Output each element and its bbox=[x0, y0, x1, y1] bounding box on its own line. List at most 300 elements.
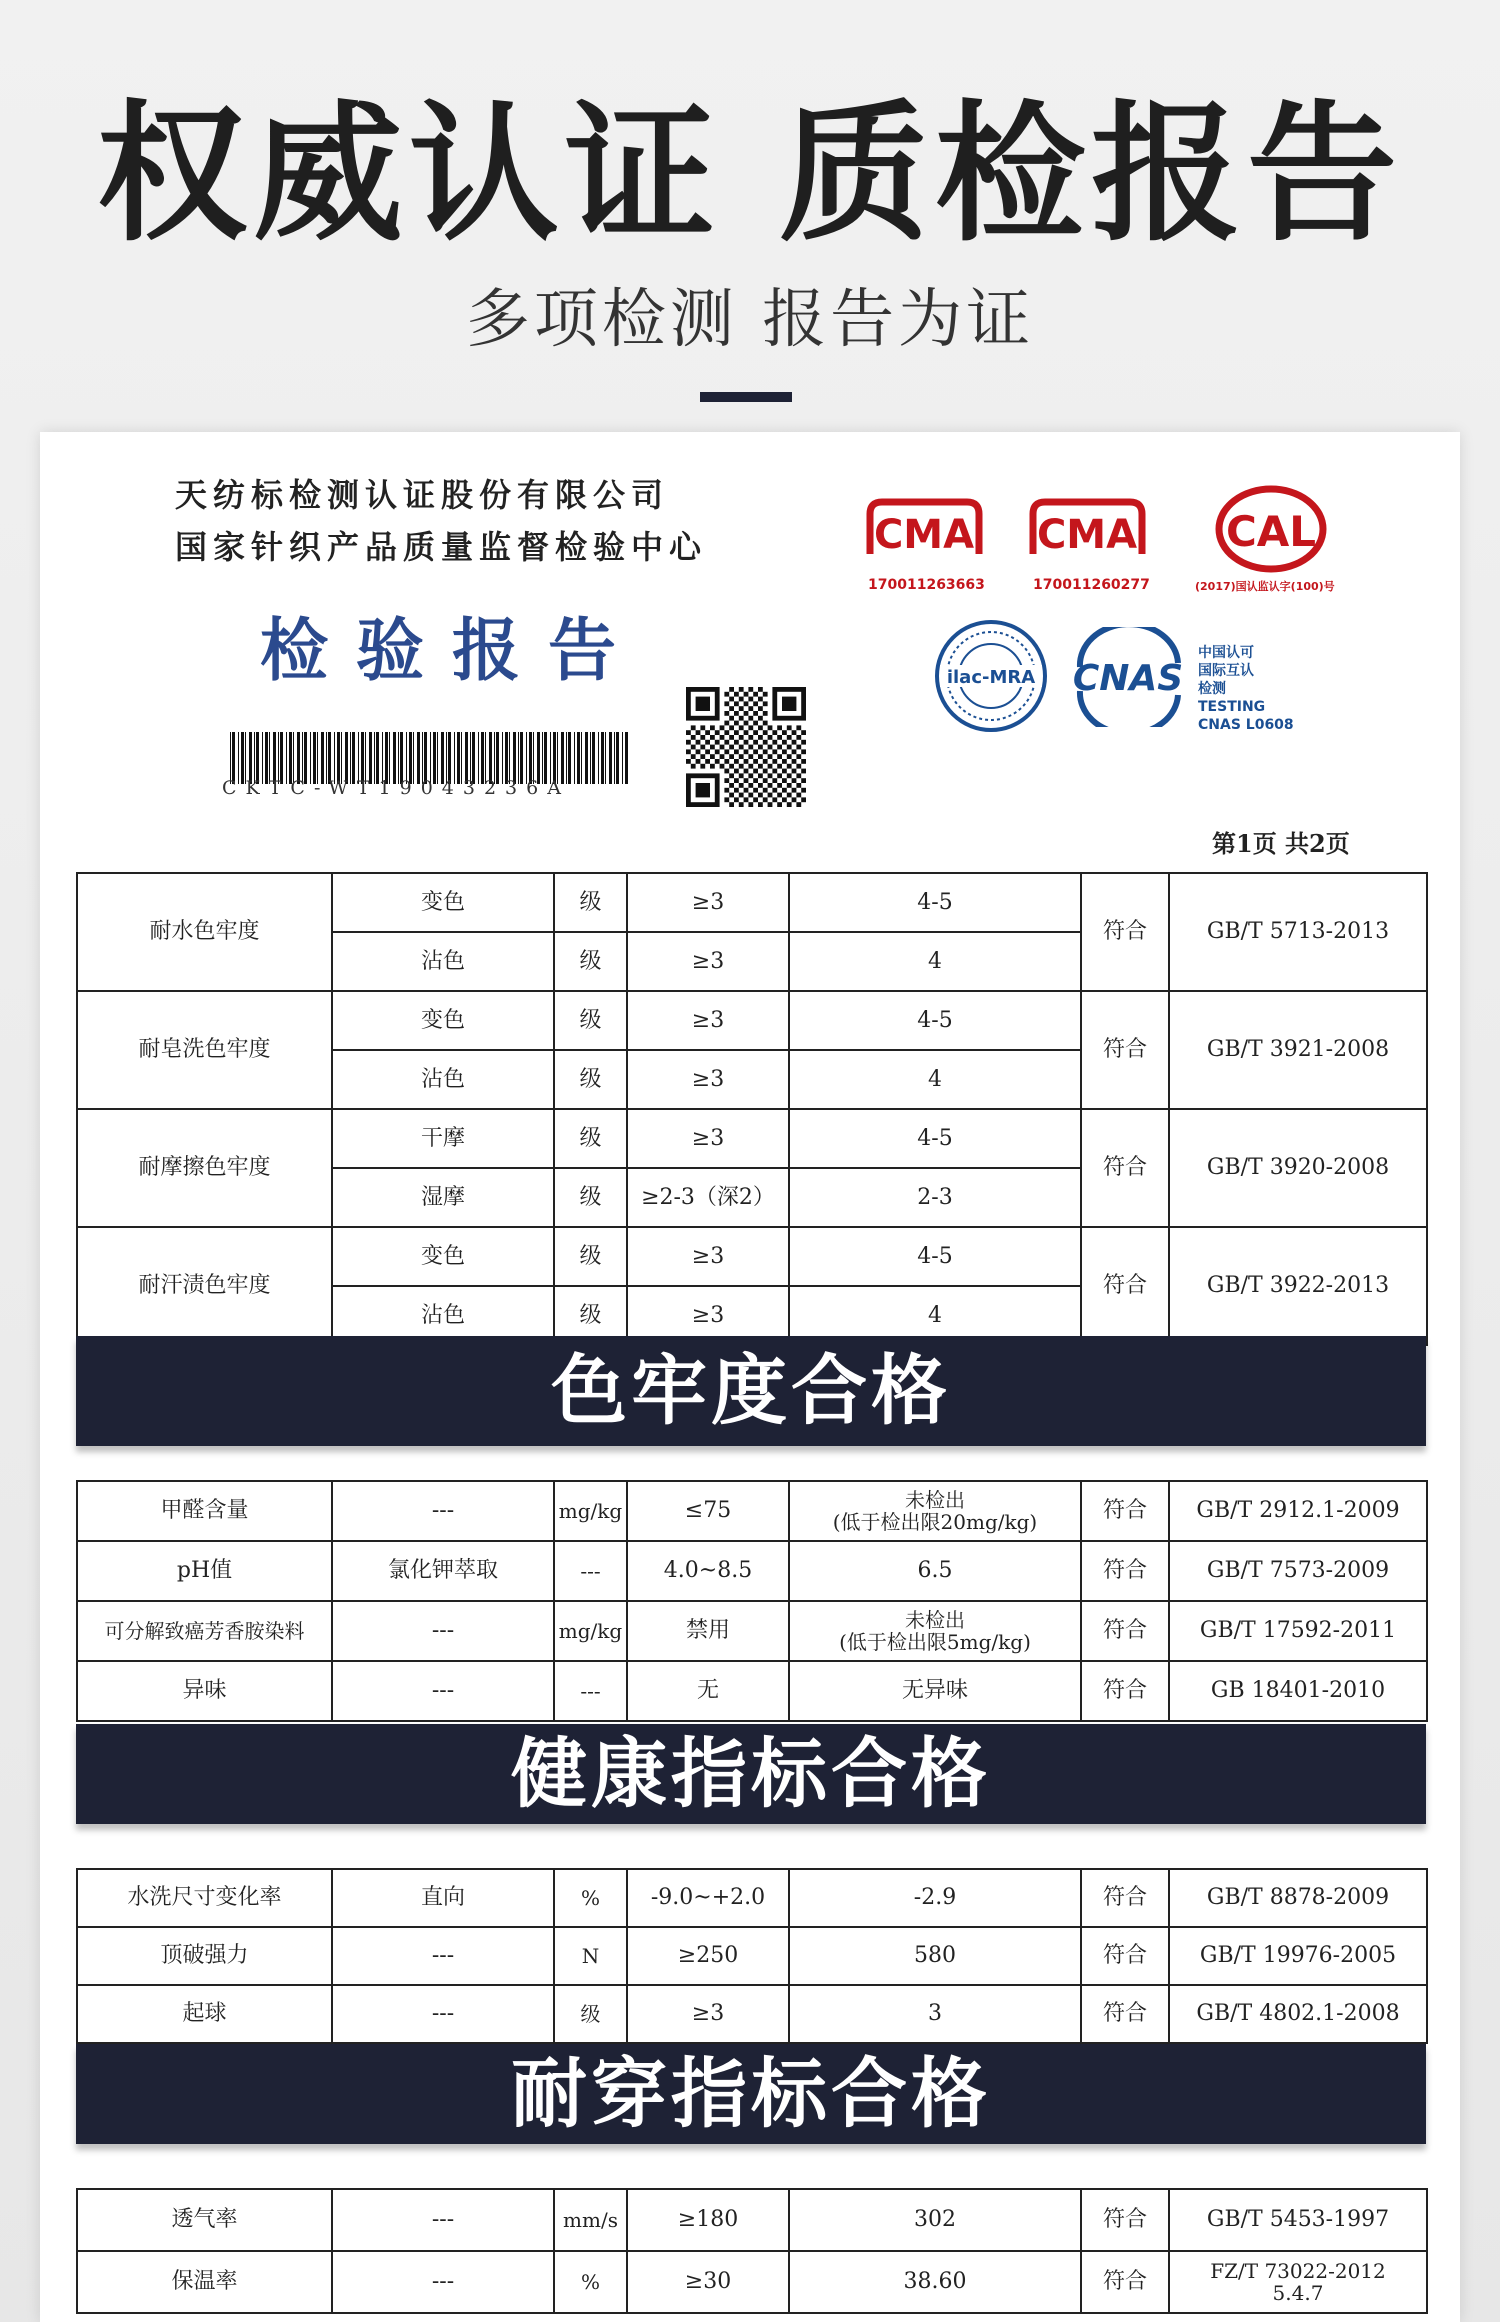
qr-module bbox=[801, 769, 806, 774]
qr-module bbox=[729, 793, 734, 798]
test-item-cell: pH值 bbox=[77, 1541, 332, 1601]
result-cell: 4-5 bbox=[789, 1227, 1081, 1286]
qr-module bbox=[796, 773, 801, 778]
qr-code-image bbox=[686, 687, 806, 807]
test-item-cell: 甲醛含量 bbox=[77, 1481, 332, 1541]
qr-module bbox=[792, 778, 797, 783]
qr-module bbox=[758, 793, 763, 798]
qr-module bbox=[768, 764, 773, 769]
qr-module bbox=[724, 701, 729, 706]
qr-module bbox=[753, 778, 758, 783]
qr-module bbox=[729, 706, 734, 711]
qr-module bbox=[739, 773, 744, 778]
qr-module bbox=[758, 687, 763, 692]
test-item-cell: 耐皂洗色牢度 bbox=[77, 991, 332, 1109]
qr-module bbox=[696, 730, 701, 735]
requirement-cell: ≥3 bbox=[627, 1227, 789, 1286]
unit-cell: --- bbox=[554, 1661, 627, 1721]
qr-module bbox=[768, 802, 773, 807]
page-number: 第1页 共2页 bbox=[1212, 829, 1350, 858]
verdict-cell: 符合 bbox=[1081, 1869, 1169, 1927]
qr-module bbox=[700, 754, 705, 759]
cnas-logo bbox=[1060, 627, 1195, 727]
qr-module bbox=[782, 778, 787, 783]
qr-module bbox=[734, 740, 739, 745]
qr-module bbox=[763, 740, 768, 745]
qr-module bbox=[787, 735, 792, 740]
result-cell: 2-3 bbox=[789, 1168, 1081, 1227]
requirement-cell: ≥3 bbox=[627, 991, 789, 1050]
qr-module bbox=[758, 735, 763, 740]
qr-module bbox=[763, 721, 768, 726]
qr-module bbox=[777, 754, 782, 759]
barcode-number: CKTC-WT19043236A bbox=[222, 777, 570, 799]
test-item-cell: 水洗尺寸变化率 bbox=[77, 1869, 332, 1927]
qr-module bbox=[782, 730, 787, 735]
standard-cell: GB/T 19976-2005 bbox=[1169, 1927, 1427, 1985]
qr-module bbox=[739, 687, 744, 692]
qr-module bbox=[739, 793, 744, 798]
result-cell: 4 bbox=[789, 1050, 1081, 1109]
qr-module bbox=[734, 692, 739, 697]
cma-1-number: 170011263663 bbox=[868, 577, 985, 593]
qr-module bbox=[734, 730, 739, 735]
qr-module bbox=[696, 697, 710, 711]
result-cell: 未检出 (低于检出限20mg/kg) bbox=[789, 1481, 1081, 1541]
verdict-cell: 符合 bbox=[1081, 1227, 1169, 1345]
qr-module bbox=[753, 701, 758, 706]
requirement-cell: ≥2-3（深2） bbox=[627, 1168, 789, 1227]
qr-module bbox=[763, 692, 768, 697]
sub-item-cell: 沾色 bbox=[332, 1286, 554, 1345]
qr-module bbox=[729, 745, 734, 750]
verdict-cell: 符合 bbox=[1081, 1481, 1169, 1541]
qr-module bbox=[753, 797, 758, 802]
wear-pass-banner: 耐穿指标合格 bbox=[76, 2044, 1426, 2144]
qr-module bbox=[782, 697, 796, 711]
qr-module bbox=[787, 725, 792, 730]
unit-cell: --- bbox=[554, 1541, 627, 1601]
cma-2-label: CMA bbox=[1036, 512, 1138, 558]
qr-module bbox=[729, 754, 734, 759]
qr-module bbox=[763, 701, 768, 706]
qr-module bbox=[777, 773, 782, 778]
qr-module bbox=[715, 740, 720, 745]
result-cell: 580 bbox=[789, 1927, 1081, 1985]
unit-cell: 级 bbox=[554, 1168, 627, 1227]
method-cell: --- bbox=[332, 1661, 554, 1721]
qr-module bbox=[734, 769, 739, 774]
standard-cell: GB/T 2912.1-2009 bbox=[1169, 1481, 1427, 1541]
cma-1-label: CMA bbox=[873, 512, 975, 558]
result-cell: 302 bbox=[789, 2189, 1081, 2251]
cnas-caption: 中国认可 国际互认 检测 TESTING CNAS L0608 bbox=[1198, 645, 1294, 733]
standard-cell: GB/T 4802.1-2008 bbox=[1169, 1985, 1427, 2043]
qr-module bbox=[787, 793, 792, 798]
qr-module bbox=[763, 749, 768, 754]
qr-module bbox=[777, 793, 782, 798]
qr-module bbox=[720, 764, 725, 769]
cal-logo bbox=[1212, 484, 1330, 574]
qr-module bbox=[696, 759, 701, 764]
qr-module bbox=[724, 692, 729, 697]
qr-module bbox=[758, 802, 763, 807]
test-item-cell: 耐水色牢度 bbox=[77, 873, 332, 991]
qr-module bbox=[744, 730, 749, 735]
requirement-cell: ≤75 bbox=[627, 1481, 789, 1541]
qr-module bbox=[753, 730, 758, 735]
qr-module bbox=[801, 778, 806, 783]
result-cell: 6.5 bbox=[789, 1541, 1081, 1601]
qr-module bbox=[753, 740, 758, 745]
test-item-cell: 保温率 bbox=[77, 2251, 332, 2313]
qr-module bbox=[700, 735, 705, 740]
qr-module bbox=[777, 725, 782, 730]
qr-module bbox=[744, 692, 749, 697]
test-item-cell: 耐汗渍色牢度 bbox=[77, 1227, 332, 1345]
qr-module bbox=[720, 725, 725, 730]
qr-module bbox=[748, 764, 753, 769]
qr-module bbox=[686, 730, 691, 735]
table-row bbox=[77, 2251, 1427, 2313]
qr-module bbox=[739, 802, 744, 807]
result-cell: 4-5 bbox=[789, 991, 1081, 1050]
qr-module bbox=[705, 749, 710, 754]
result-cell: 4-5 bbox=[789, 873, 1081, 932]
unit-cell: 级 bbox=[554, 1286, 627, 1345]
qr-module bbox=[724, 730, 729, 735]
qr-module bbox=[739, 783, 744, 788]
qr-module bbox=[720, 754, 725, 759]
qr-module bbox=[739, 735, 744, 740]
qr-module bbox=[696, 749, 701, 754]
qr-module bbox=[729, 764, 734, 769]
qr-module bbox=[739, 706, 744, 711]
qr-module bbox=[763, 730, 768, 735]
qr-module bbox=[753, 692, 758, 697]
test-item-cell: 异味 bbox=[77, 1661, 332, 1721]
qr-module bbox=[796, 764, 801, 769]
verdict-cell: 符合 bbox=[1081, 991, 1169, 1109]
standard-cell: GB/T 5453-1997 bbox=[1169, 2189, 1427, 2251]
qr-module bbox=[744, 701, 749, 706]
qr-module bbox=[768, 735, 773, 740]
sub-item-cell: 变色 bbox=[332, 873, 554, 932]
qr-module bbox=[772, 749, 777, 754]
cma-2-number: 170011260277 bbox=[1033, 577, 1150, 593]
verdict-cell: 符合 bbox=[1081, 873, 1169, 991]
method-cell: --- bbox=[332, 1601, 554, 1661]
standard-cell: GB/T 3921-2008 bbox=[1169, 991, 1427, 1109]
qr-module bbox=[782, 769, 787, 774]
qr-module bbox=[748, 783, 753, 788]
cal-caption: (2017)国认监认字(100)号 bbox=[1195, 580, 1335, 593]
qr-module bbox=[700, 764, 705, 769]
requirement-cell: ≥3 bbox=[627, 1050, 789, 1109]
qr-module bbox=[724, 788, 729, 793]
qr-module bbox=[686, 740, 691, 745]
qr-module bbox=[729, 716, 734, 721]
qr-module bbox=[748, 697, 753, 702]
method-cell: --- bbox=[332, 1927, 554, 1985]
qr-module bbox=[768, 783, 773, 788]
qr-module bbox=[734, 759, 739, 764]
qr-module bbox=[801, 749, 806, 754]
qr-module bbox=[792, 749, 797, 754]
qr-module bbox=[729, 783, 734, 788]
qr-module bbox=[705, 759, 710, 764]
qr-module bbox=[753, 711, 758, 716]
qr-module bbox=[787, 773, 792, 778]
qr-module bbox=[691, 725, 696, 730]
qr-module bbox=[748, 793, 753, 798]
sub-item-cell: 湿摩 bbox=[332, 1168, 554, 1227]
qr-module bbox=[734, 749, 739, 754]
report-sheet bbox=[40, 432, 1460, 2322]
qr-module bbox=[801, 788, 806, 793]
qr-module bbox=[792, 759, 797, 764]
qr-module bbox=[801, 797, 806, 802]
qr-module bbox=[734, 797, 739, 802]
qr-module bbox=[744, 788, 749, 793]
qr-module bbox=[744, 740, 749, 745]
qr-module bbox=[801, 740, 806, 745]
qr-module bbox=[748, 687, 753, 692]
qr-module bbox=[696, 783, 710, 797]
qr-module bbox=[796, 754, 801, 759]
qr-module bbox=[772, 778, 777, 783]
table-row bbox=[77, 873, 1427, 932]
qr-module bbox=[739, 716, 744, 721]
standard-cell: GB/T 3922-2013 bbox=[1169, 1227, 1427, 1345]
verdict-cell: 符合 bbox=[1081, 1109, 1169, 1227]
cma-logo-2 bbox=[1025, 494, 1150, 566]
qr-module bbox=[796, 735, 801, 740]
qr-module bbox=[758, 725, 763, 730]
hero-title: 权威认证 质检报告 bbox=[96, 88, 1404, 262]
qr-module bbox=[792, 797, 797, 802]
table-row bbox=[77, 991, 1427, 1050]
qr-module bbox=[744, 797, 749, 802]
qr-module bbox=[748, 735, 753, 740]
qr-module bbox=[710, 754, 715, 759]
sub-item-cell: 沾色 bbox=[332, 932, 554, 991]
unit-cell: 级 bbox=[554, 1227, 627, 1286]
qr-module bbox=[724, 749, 729, 754]
standard-cell: GB 18401-2010 bbox=[1169, 1661, 1427, 1721]
cal-label: CAL bbox=[1225, 507, 1317, 556]
qr-module bbox=[710, 764, 715, 769]
standard-cell: GB/T 5713-2013 bbox=[1169, 873, 1427, 991]
verdict-cell: 符合 bbox=[1081, 1541, 1169, 1601]
qr-module bbox=[691, 764, 696, 769]
result-cell: 38.60 bbox=[789, 2251, 1081, 2313]
qr-module bbox=[787, 754, 792, 759]
qr-module bbox=[710, 735, 715, 740]
test-item-cell: 起球 bbox=[77, 1985, 332, 2043]
standard-cell: GB/T 7573-2009 bbox=[1169, 1541, 1427, 1601]
qr-module bbox=[777, 764, 782, 769]
qr-module bbox=[691, 745, 696, 750]
qr-module bbox=[772, 759, 777, 764]
qr-module bbox=[729, 697, 734, 702]
verdict-cell: 符合 bbox=[1081, 2251, 1169, 2313]
requirement-cell: ≥180 bbox=[627, 2189, 789, 2251]
qr-module bbox=[787, 783, 792, 788]
qr-module bbox=[768, 754, 773, 759]
qr-module bbox=[744, 749, 749, 754]
qr-module bbox=[739, 764, 744, 769]
qr-module bbox=[710, 725, 715, 730]
qr-module bbox=[705, 730, 710, 735]
qr-module bbox=[724, 769, 729, 774]
qr-module bbox=[724, 740, 729, 745]
unit-cell: 级 bbox=[554, 873, 627, 932]
unit-cell: 级 bbox=[554, 1050, 627, 1109]
test-item-cell: 顶破强力 bbox=[77, 1927, 332, 1985]
result-cell: 无异味 bbox=[789, 1661, 1081, 1721]
method-cell: 氯化钾萃取 bbox=[332, 1541, 554, 1601]
qr-module bbox=[758, 754, 763, 759]
qr-module bbox=[796, 725, 801, 730]
qr-module bbox=[796, 745, 801, 750]
qr-module bbox=[763, 711, 768, 716]
qr-module bbox=[691, 735, 696, 740]
qr-module bbox=[768, 725, 773, 730]
test-item-cell: 可分解致癌芳香胺染料 bbox=[77, 1601, 332, 1661]
table-row bbox=[77, 1601, 1427, 1661]
qr-module bbox=[696, 740, 701, 745]
qr-module bbox=[753, 759, 758, 764]
verdict-cell: 符合 bbox=[1081, 2189, 1169, 2251]
test-item-cell: 透气率 bbox=[77, 2189, 332, 2251]
requirement-cell: -9.0~+2.0 bbox=[627, 1869, 789, 1927]
unit-cell: % bbox=[554, 2251, 627, 2313]
qr-module bbox=[739, 754, 744, 759]
qr-module bbox=[729, 735, 734, 740]
qr-module bbox=[758, 764, 763, 769]
qr-module bbox=[801, 730, 806, 735]
qr-module bbox=[763, 797, 768, 802]
qr-module bbox=[787, 745, 792, 750]
qr-module bbox=[724, 721, 729, 726]
unit-cell: mm/s bbox=[554, 2189, 627, 2251]
qr-module bbox=[734, 788, 739, 793]
table-row bbox=[77, 1869, 1427, 1927]
qr-module bbox=[729, 687, 734, 692]
report-title: 检验报告 bbox=[260, 611, 645, 691]
qr-module bbox=[796, 802, 801, 807]
qr-module bbox=[734, 711, 739, 716]
table-row bbox=[77, 1985, 1427, 2043]
qr-module bbox=[748, 706, 753, 711]
qr-module bbox=[768, 793, 773, 798]
qr-module bbox=[724, 711, 729, 716]
table-row bbox=[77, 1927, 1427, 1985]
qr-module bbox=[758, 697, 763, 702]
qr-module bbox=[700, 725, 705, 730]
requirement-cell: ≥30 bbox=[627, 2251, 789, 2313]
table-row bbox=[77, 1661, 1427, 1721]
method-cell: --- bbox=[332, 2189, 554, 2251]
qr-module bbox=[724, 778, 729, 783]
requirement-cell: ≥3 bbox=[627, 1109, 789, 1168]
table-row bbox=[77, 2189, 1427, 2251]
qr-module bbox=[744, 721, 749, 726]
requirement-cell: ≥3 bbox=[627, 932, 789, 991]
sub-item-cell: 变色 bbox=[332, 991, 554, 1050]
qr-module bbox=[758, 783, 763, 788]
table-row bbox=[77, 1227, 1427, 1286]
requirement-cell: 4.0~8.5 bbox=[627, 1541, 789, 1601]
qr-module bbox=[796, 793, 801, 798]
qr-module bbox=[729, 802, 734, 807]
colorfastness-table bbox=[76, 872, 1428, 1346]
qr-module bbox=[758, 773, 763, 778]
qr-module bbox=[782, 759, 787, 764]
qr-module bbox=[729, 773, 734, 778]
method-cell: --- bbox=[332, 2251, 554, 2313]
qr-module bbox=[734, 778, 739, 783]
qr-module bbox=[782, 749, 787, 754]
method-cell: 直向 bbox=[332, 1869, 554, 1927]
center-name: 国家针织产品质量监督检验中心 bbox=[175, 528, 708, 566]
qr-module bbox=[777, 745, 782, 750]
standard-cell: GB/T 8878-2009 bbox=[1169, 1869, 1427, 1927]
qr-module bbox=[739, 745, 744, 750]
qr-module bbox=[748, 773, 753, 778]
ilac-mra-logo bbox=[932, 617, 1050, 735]
standard-cell: FZ/T 73022-2012 5.4.7 bbox=[1169, 2251, 1427, 2313]
qr-module bbox=[792, 740, 797, 745]
qr-module bbox=[787, 764, 792, 769]
qr-module bbox=[768, 745, 773, 750]
verdict-cell: 符合 bbox=[1081, 1985, 1169, 2043]
qr-module bbox=[777, 783, 782, 788]
requirement-cell: ≥3 bbox=[627, 1985, 789, 2043]
table-row bbox=[77, 1541, 1427, 1601]
qr-module bbox=[715, 749, 720, 754]
hero-subtitle: 多项检测 报告为证 bbox=[465, 283, 1035, 357]
unit-cell: N bbox=[554, 1927, 627, 1985]
qr-module bbox=[715, 759, 720, 764]
qr-module bbox=[772, 797, 777, 802]
qr-module bbox=[763, 778, 768, 783]
qr-module bbox=[753, 749, 758, 754]
verdict-cell: 符合 bbox=[1081, 1601, 1169, 1661]
qr-module bbox=[782, 740, 787, 745]
ilac-label: ilac-MRA bbox=[946, 667, 1036, 688]
qr-module bbox=[748, 754, 753, 759]
sub-item-cell: 干摩 bbox=[332, 1109, 554, 1168]
qr-module bbox=[724, 797, 729, 802]
qr-module bbox=[758, 716, 763, 721]
requirement-cell: ≥250 bbox=[627, 1927, 789, 1985]
qr-module bbox=[720, 745, 725, 750]
result-cell: 4-5 bbox=[789, 1109, 1081, 1168]
qr-module bbox=[772, 788, 777, 793]
method-cell: --- bbox=[332, 1985, 554, 2043]
qr-module bbox=[763, 769, 768, 774]
qr-module bbox=[796, 783, 801, 788]
requirement-cell: ≥3 bbox=[627, 1286, 789, 1345]
unit-cell: 级 bbox=[554, 932, 627, 991]
qr-module bbox=[772, 769, 777, 774]
qr-module bbox=[758, 745, 763, 750]
requirement-cell: ≥3 bbox=[627, 873, 789, 932]
cma-logo-1 bbox=[862, 494, 987, 566]
unit-cell: mg/kg bbox=[554, 1481, 627, 1541]
